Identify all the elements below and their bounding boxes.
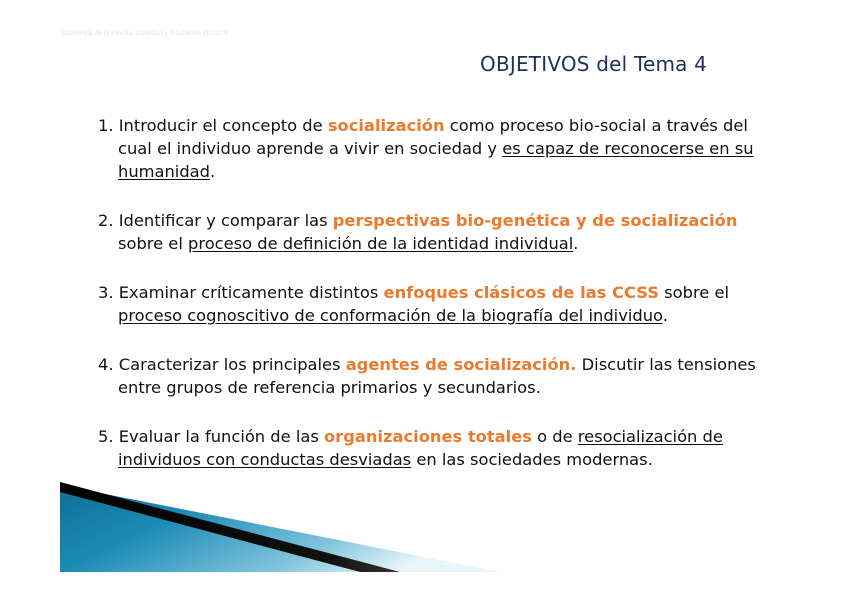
header-note: Sociología de la Familia, Juventud y Educación 2013/14 xyxy=(62,30,228,37)
objective-1 xyxy=(98,114,778,183)
objectives-list xyxy=(98,114,778,471)
objective-highlight: agentes de socialización. xyxy=(345,355,577,374)
objective-4 xyxy=(98,353,778,399)
objective-number: 4. xyxy=(98,355,114,374)
objective-number: 1. xyxy=(98,116,114,135)
objective-text: en las sociedades modernas. xyxy=(411,450,653,469)
objective-text: Evaluar la función de las xyxy=(118,427,324,446)
objective-text: sobre el xyxy=(118,234,189,253)
objective-text: Examinar críticamente distintos xyxy=(118,283,384,302)
objective-highlight: enfoques clásicos de las CCSS xyxy=(383,283,659,302)
objective-text: Caracterizar los principales xyxy=(118,355,346,374)
objective-5 xyxy=(98,425,778,471)
objective-text: . xyxy=(662,306,668,325)
objective-highlight: organizaciones totales xyxy=(323,427,532,446)
objective-2 xyxy=(98,209,778,255)
objective-underline: resocialización de individuos con conductas desviadas xyxy=(118,427,723,469)
objective-highlight: perspectivas bio-genética y de socialización xyxy=(332,211,738,230)
decor-blue-band xyxy=(60,485,500,572)
objective-underline: es capaz de reconocerse en su humanidad xyxy=(118,139,754,181)
objective-text: o de xyxy=(531,427,578,446)
objective-text: . xyxy=(573,234,579,253)
objective-highlight: socialización xyxy=(327,116,445,135)
objective-text: Discutir las tensiones entre grupos de referencia primarios y secundarios. xyxy=(118,355,756,397)
objective-underline: proceso cognoscitivo de conformación de la biografía del individuo xyxy=(118,306,663,325)
objective-text: como proceso bio-social a través del cual el individuo aprende a vivir en sociedad y xyxy=(118,116,748,158)
decorative-swoosh xyxy=(60,482,500,574)
objective-underline: proceso de definición de la identidad individual xyxy=(188,234,574,253)
objective-text: . xyxy=(209,162,216,181)
objective-text: Introducir el concepto de xyxy=(118,116,328,135)
objective-number: 3. xyxy=(98,283,114,302)
objective-3 xyxy=(98,281,778,327)
objective-text: sobre el xyxy=(658,283,730,302)
objective-text: Identificar y comparar las xyxy=(118,211,333,230)
objective-number: 2. xyxy=(98,211,114,230)
objective-number: 5. xyxy=(98,427,114,446)
slide-title: OBJETIVOS del Tema 4 xyxy=(480,52,708,76)
